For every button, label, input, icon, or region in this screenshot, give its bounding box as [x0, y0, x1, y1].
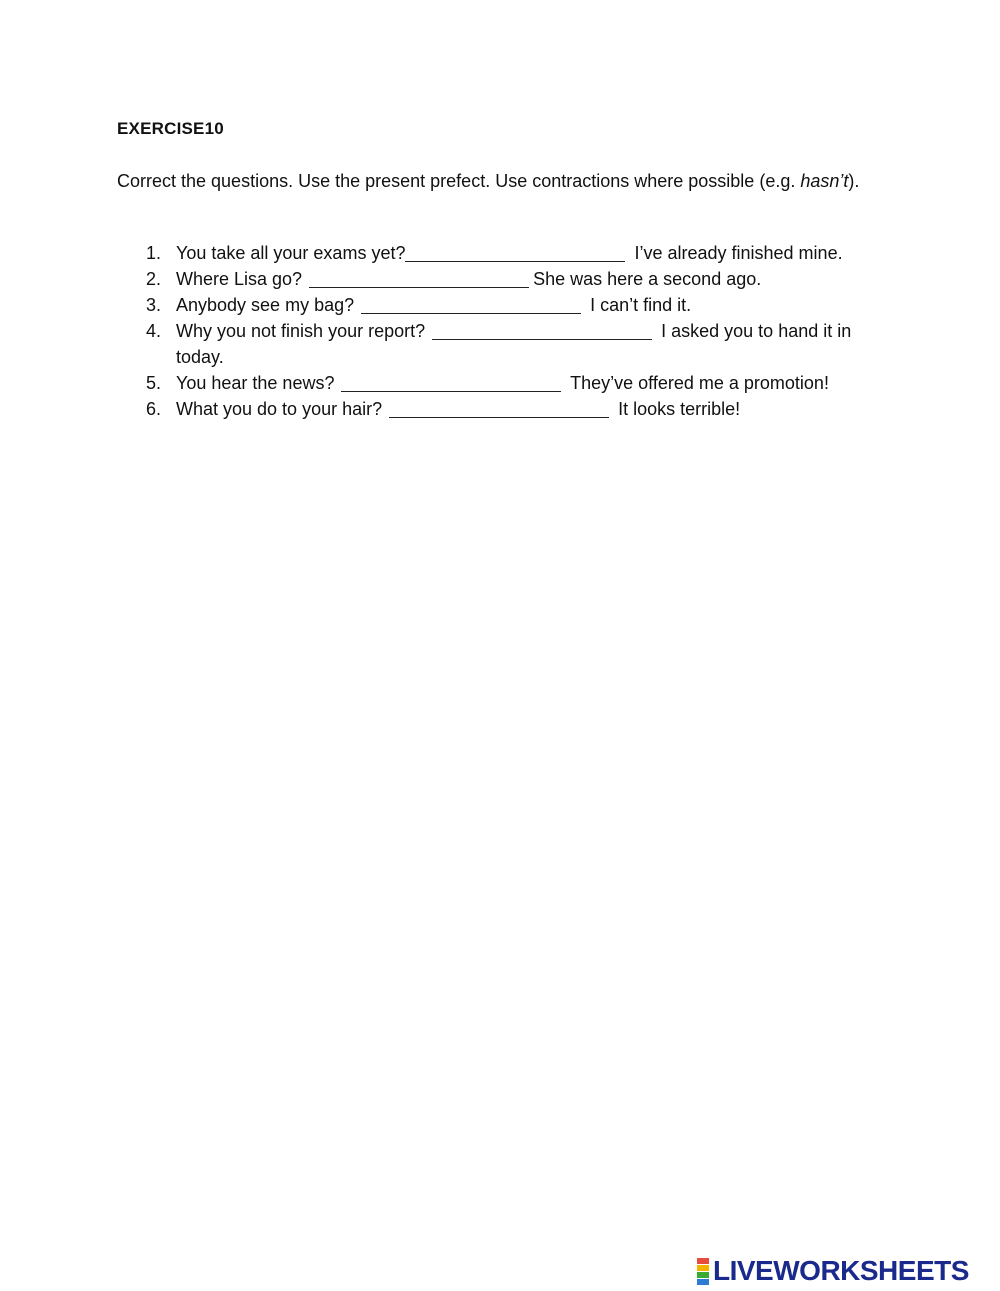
logo-block-red [697, 1258, 709, 1264]
item-number: 2. [146, 269, 162, 289]
instructions [117, 168, 877, 194]
item-number: 6. [146, 399, 162, 419]
instructions-end: ). [848, 171, 860, 191]
answer-blank[interactable] [432, 321, 652, 340]
liveworksheets-logo-icon [697, 1258, 709, 1285]
item-question: Anybody see my bag? [176, 295, 360, 315]
instructions-example: hasn’t [800, 171, 849, 191]
item-question: Why you not finish your report? [176, 321, 431, 341]
item-question: What you do to your hair? [176, 399, 388, 419]
logo-block-yellow [697, 1265, 709, 1271]
logo-block-blue [697, 1279, 709, 1285]
item-number: 5. [146, 373, 162, 393]
item-followup: I can’t find it. [585, 295, 692, 315]
list-item [146, 240, 886, 266]
list-item [146, 292, 886, 318]
item-followup: She was here a second ago. [533, 269, 762, 289]
answer-blank[interactable] [405, 243, 625, 262]
liveworksheets-brand [697, 1256, 969, 1286]
answer-blank[interactable] [341, 373, 561, 392]
list-item [146, 318, 886, 370]
logo-block-green [697, 1272, 709, 1278]
item-question: You hear the news? [176, 373, 340, 393]
item-followup: I asked you to hand it in today. [176, 321, 852, 367]
list-item [146, 266, 886, 292]
exercise-title: EXERCISE10 [117, 119, 224, 138]
item-followup: They’ve offered me a promotion! [565, 373, 829, 393]
item-number: 1. [146, 243, 162, 263]
list-item [146, 370, 886, 396]
item-question: Where Lisa go? [176, 269, 308, 289]
instructions-text: Correct the questions. Use the present prefect. Use contractions where possible (e.g. [117, 171, 801, 191]
exercise-list [146, 240, 886, 422]
answer-blank[interactable] [361, 295, 581, 314]
list-item [146, 396, 886, 422]
item-question: You take all your exams yet? [176, 243, 406, 263]
answer-blank[interactable] [389, 399, 609, 418]
item-followup: It looks terrible! [613, 399, 741, 419]
answer-blank[interactable] [309, 269, 529, 288]
item-number: 4. [146, 321, 162, 341]
item-followup: I’ve already finished mine. [629, 243, 843, 263]
brand-name: LIVEWORKSHEETS [713, 1255, 969, 1286]
item-number: 3. [146, 295, 162, 315]
